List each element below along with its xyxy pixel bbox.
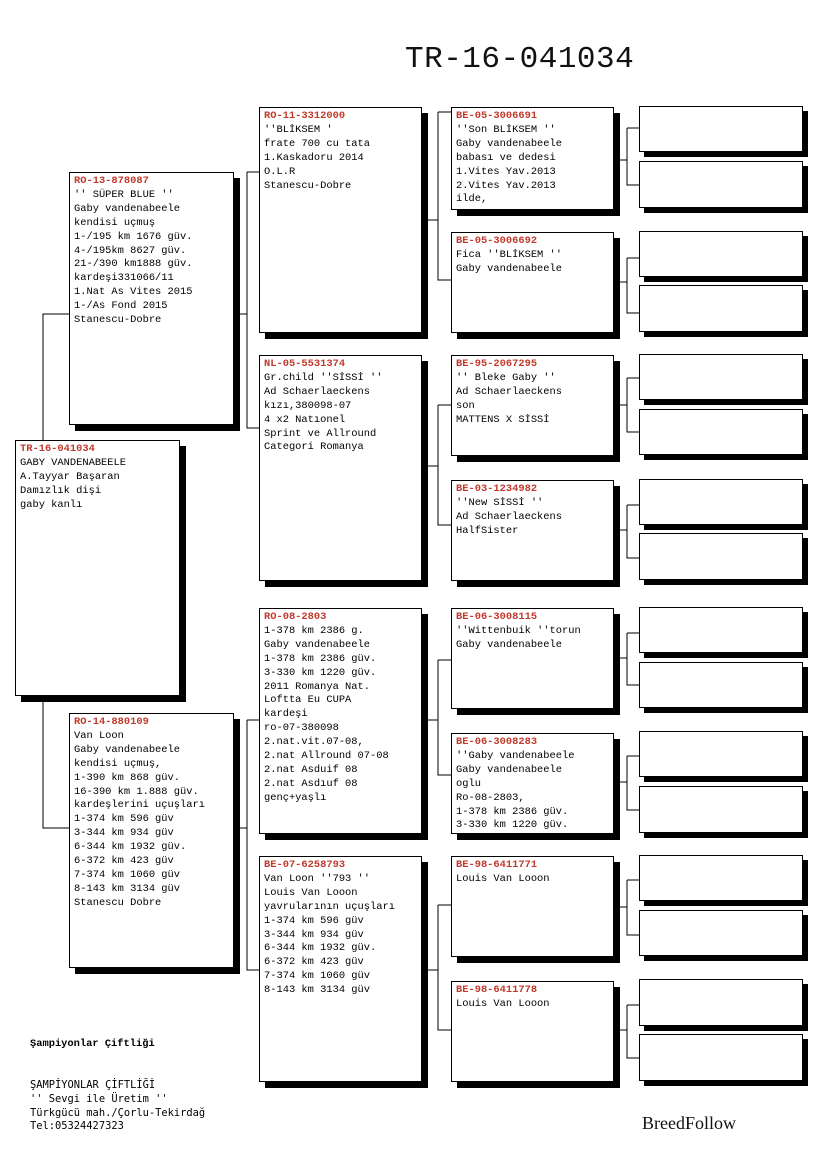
subject-card[interactable] <box>15 440 180 696</box>
ring-number: RO-13-878087 <box>74 175 149 187</box>
sire-card[interactable] <box>69 172 234 425</box>
card-text: Van Loon Gaby vandenabeele kendisi uçmuş, 1-390 km 868 güv. 16-390 km 1.888 güv. kardeşlerini uçuşları 1-374 km 596 güv 3-344 km 934 güv 6-344 km 1932 güv. 6-372 km 423 güv 7-374 km 1060 güv 8-143 km 3134 güv Stanescu Dobre <box>74 729 205 909</box>
empty-ancestor-box[interactable] <box>639 662 803 708</box>
empty-ancestor-box[interactable] <box>639 1034 803 1081</box>
empty-ancestor-box[interactable] <box>639 409 803 455</box>
farm-details: ŞAMPİYONLAR ÇİFTLİĞİ '' Sevgi ile Üretim '' Türkgücü mah./Çorlu-Tekirdağ Tel:05324427323 <box>30 1078 206 1133</box>
sdd-card[interactable] <box>451 480 614 581</box>
empty-ancestor-box[interactable] <box>639 106 803 152</box>
card-text: ''Wittenbuik ''torun Gaby vandenabeele <box>456 624 581 651</box>
card-text: ''New SİSSİ '' Ad Schaerlaeckens HalfSister <box>456 496 563 537</box>
empty-ancestor-box[interactable] <box>639 855 803 901</box>
sss-card[interactable] <box>451 107 614 210</box>
card-text: Gr.child ''SİSSİ '' Ad Schaerlaeckens kızı,380098-07 4 x2 Natıonel Sprint ve Allround Categori Romanya <box>264 371 383 454</box>
empty-ancestor-box[interactable] <box>639 607 803 653</box>
ring-number: BE-05-3006692 <box>456 235 538 247</box>
ring-number: BE-06-3008115 <box>456 611 538 623</box>
empty-ancestor-box[interactable] <box>639 786 803 833</box>
ring-number: BE-03-1234982 <box>456 483 538 495</box>
empty-ancestor-box[interactable] <box>639 231 803 277</box>
ring-number: NL-05-5531374 <box>264 358 346 370</box>
empty-ancestor-box[interactable] <box>639 910 803 956</box>
card-text: Van Loon ''793 '' Louis Van Looon yavrularının uçuşları 1-374 km 596 güv 3-344 km 934 güv 6-344 km 1932 güv. 6-372 km 423 güv 7-374 km 1060 güv 8-143 km 3134 güv <box>264 872 395 997</box>
ssd-card[interactable] <box>451 232 614 333</box>
dds-card[interactable] <box>451 856 614 957</box>
dam-card[interactable] <box>69 713 234 968</box>
farm-info <box>30 1010 205 1148</box>
empty-ancestor-box[interactable] <box>639 731 803 777</box>
brand-logo: BreedFollow <box>642 1113 736 1133</box>
sire-sire-card[interactable] <box>259 107 422 333</box>
sds-card[interactable] <box>451 355 614 456</box>
ring-number: TR-16-041034 <box>20 443 95 455</box>
card-text: GABY VANDENABEELE A.Tayyar Başaran Damızlık dişi gaby kanlı <box>20 456 127 511</box>
page-title: TR-16-041034 <box>405 42 635 77</box>
ring-number: RO-14-880109 <box>74 716 149 728</box>
ddd-card[interactable] <box>451 981 614 1082</box>
ring-number: RO-11-3312000 <box>264 110 346 122</box>
empty-ancestor-box[interactable] <box>639 533 803 580</box>
dam-dam-card[interactable] <box>259 856 422 1082</box>
ring-number: BE-95-2067295 <box>456 358 538 370</box>
card-text: ''BLİKSEM ' frate 700 cu tata 1.Kaskadoru 2014 O.L.R Stanescu-Dobre <box>264 123 371 192</box>
ring-number: RO-08-2803 <box>264 611 327 623</box>
card-text: Louis Van Looon <box>456 997 550 1010</box>
dam-sire-card[interactable] <box>259 608 422 834</box>
empty-ancestor-box[interactable] <box>639 161 803 208</box>
dss-card[interactable] <box>451 608 614 709</box>
empty-ancestor-box[interactable] <box>639 354 803 400</box>
farm-name: Şampiyonlar Çiftliği <box>30 1037 155 1050</box>
card-text: '' Bleke Gaby '' Ad Schaerlaeckens son MATTENS X SİSSİ <box>456 371 563 426</box>
ring-number: BE-98-6411778 <box>456 984 538 996</box>
ring-number: BE-05-3006691 <box>456 110 538 122</box>
ring-number: BE-07-6258793 <box>264 859 346 871</box>
card-text: Fica ''BLİKSEM '' Gaby vandenabeele <box>456 248 563 275</box>
empty-ancestor-box[interactable] <box>639 479 803 525</box>
card-text: ''Gaby vandenabeele Gaby vandenabeele oglu Ro-08-2803, 1-378 km 2386 güv. 3-330 km 1220 güv. <box>456 749 575 832</box>
card-text: ''Son BLİKSEM '' Gaby vandenabeele babası ve dedesi 1.Vites Yav.2013 2.Vites Yav.2013 ilde, <box>456 123 563 206</box>
empty-ancestor-box[interactable] <box>639 285 803 332</box>
sire-dam-card[interactable] <box>259 355 422 581</box>
card-text: 1-378 km 2386 g. Gaby vandenabeele 1-378 km 2386 güv. 3-330 km 1220 güv. 2011 Romanya Nat. Loftta Eu CUPA kardeşi ro-07-380098 2.nat.vit.07-08, 2.nat Allround 07-08 2.nat Asduif 08 2.nat Asdıuf 08 genç+yaşlı <box>264 624 389 804</box>
empty-ancestor-box[interactable] <box>639 979 803 1026</box>
card-text: '' SÜPER BLUE '' Gaby vandenabeele kendisi uçmuş 1-/195 km 1676 güv. 4-/195km 8627 güv. 21-/390 km1888 güv. kardeşi331066/11 1.Nat As Vites 2015 1-/As Fond 2015 Stanescu-Dobre <box>74 188 193 327</box>
card-text: Louis Van Looon <box>456 872 550 885</box>
ring-number: BE-98-6411771 <box>456 859 538 871</box>
ring-number: BE-06-3008283 <box>456 736 538 748</box>
dsd-card[interactable] <box>451 733 614 834</box>
